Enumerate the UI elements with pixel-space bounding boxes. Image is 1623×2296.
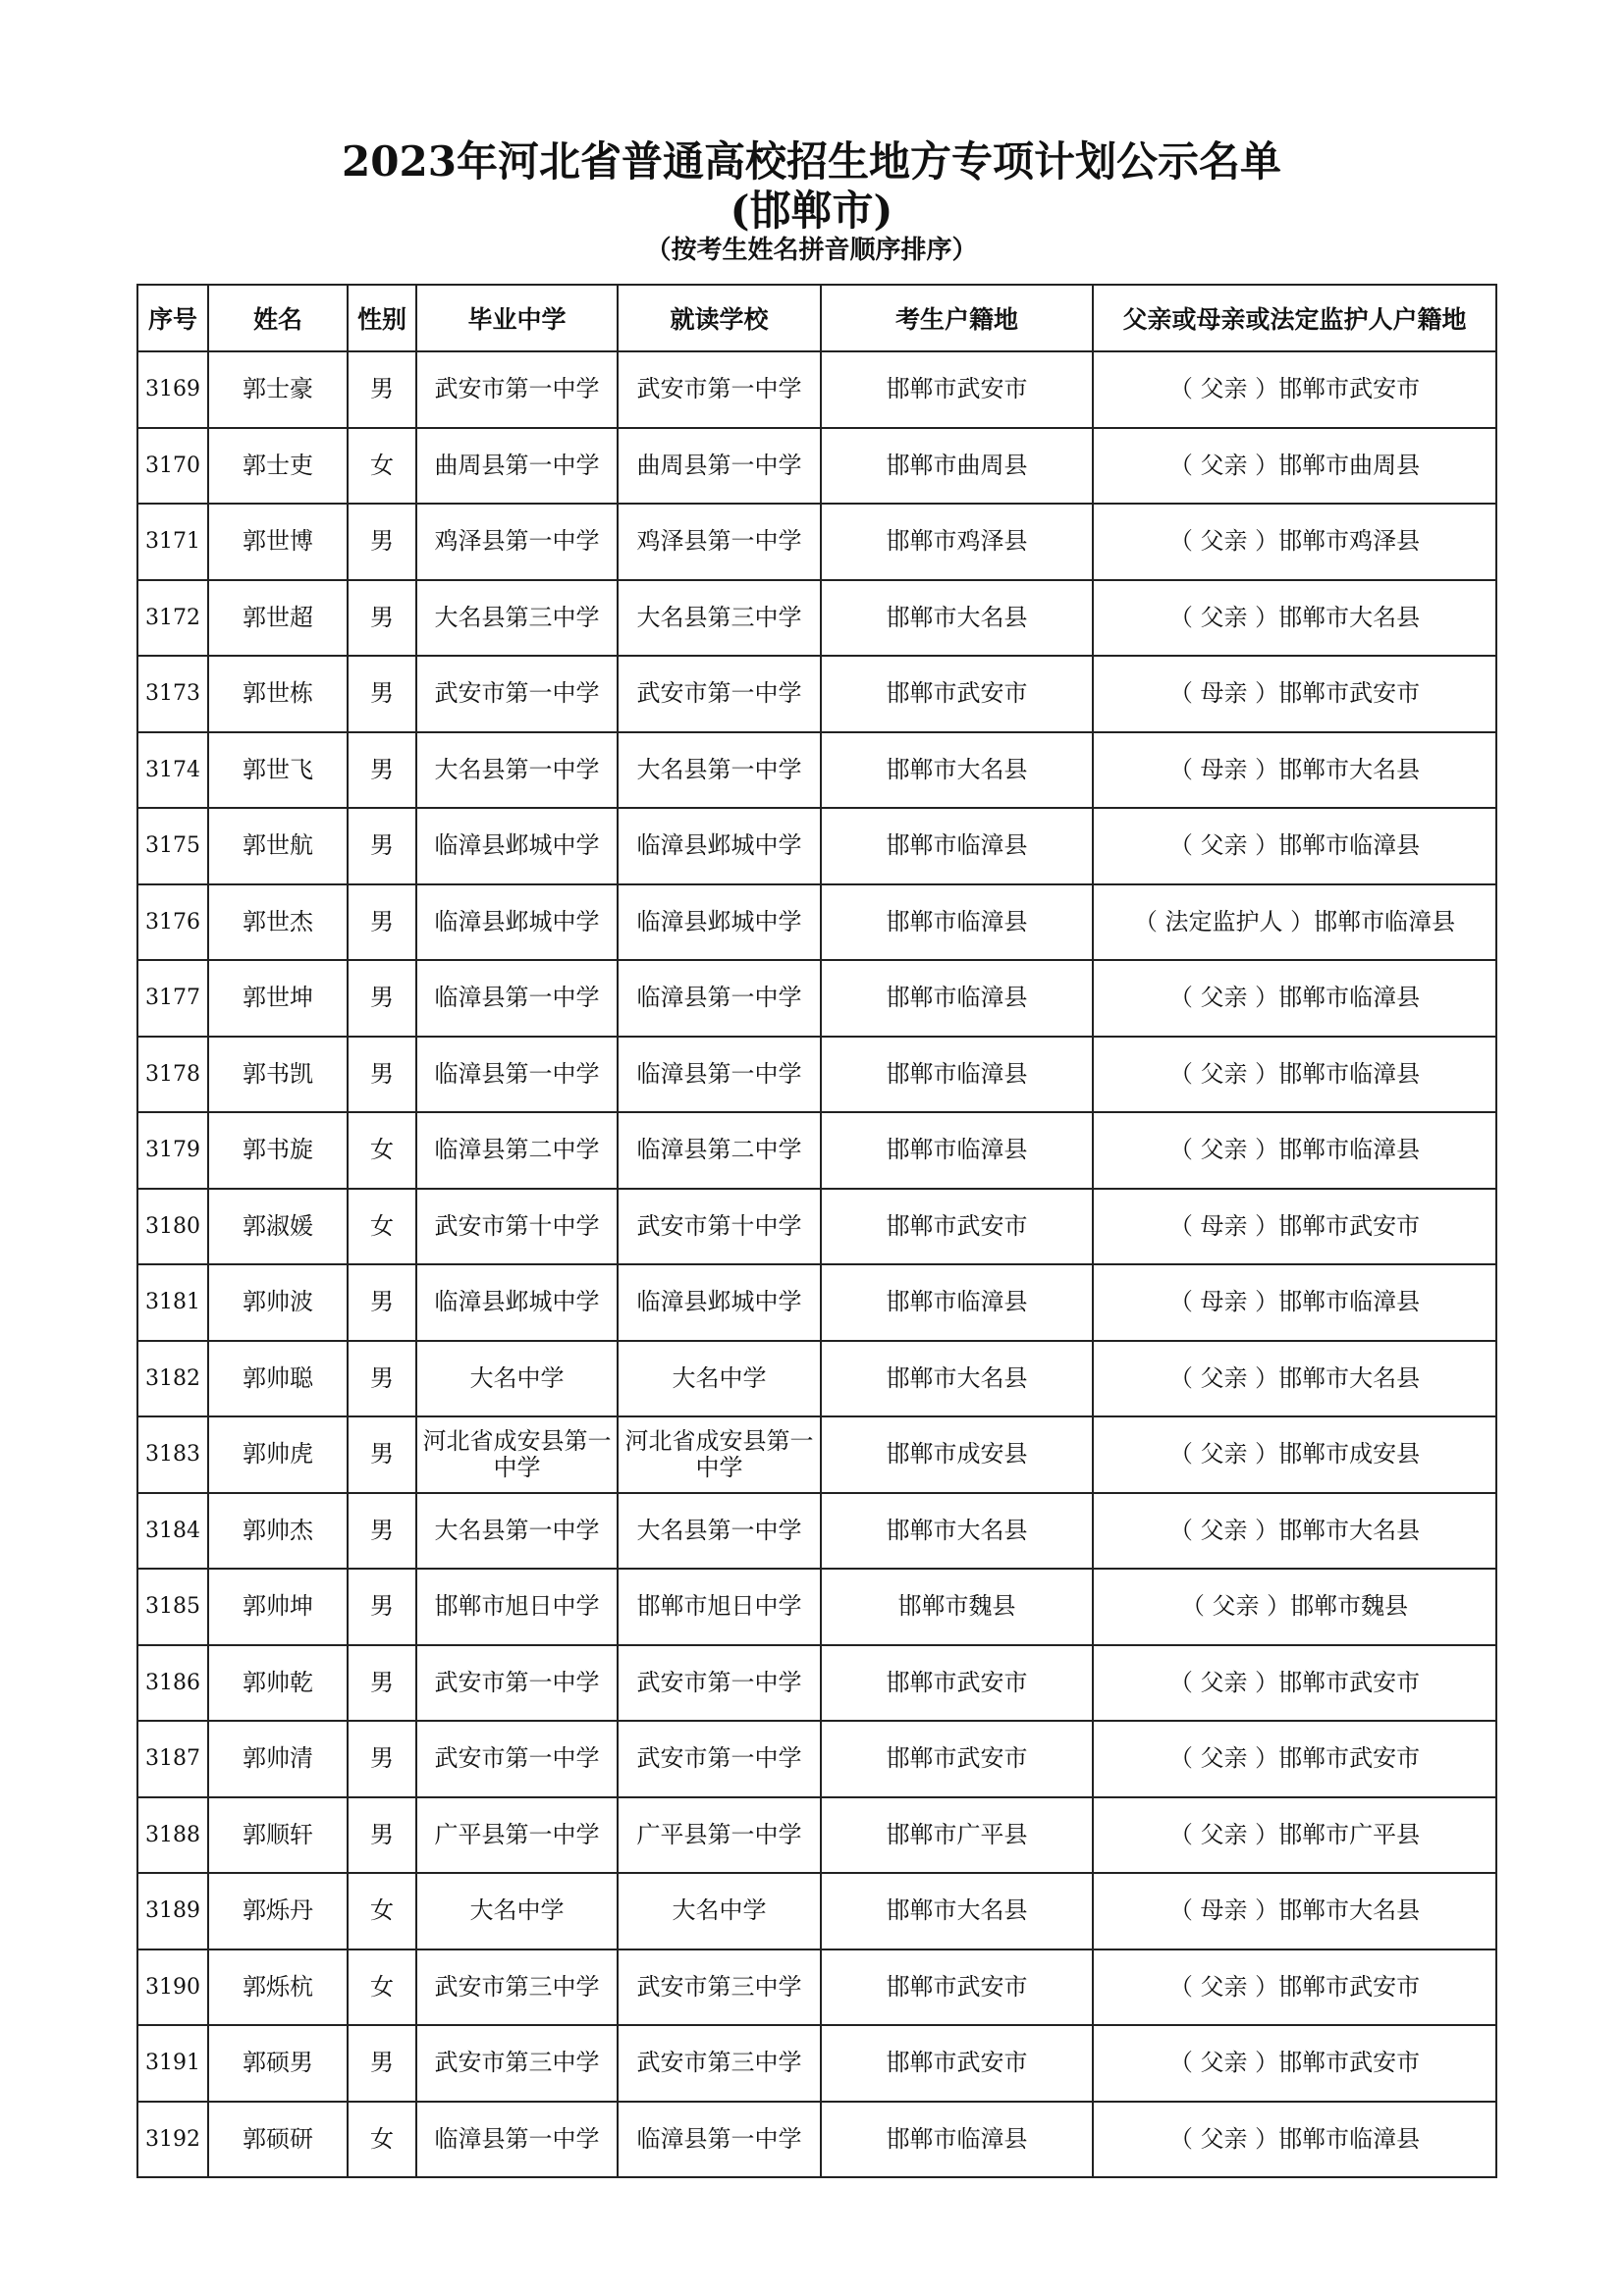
table-row (137, 428, 1496, 505)
cell-guardian-hukou (1093, 960, 1496, 1037)
page-subtitle: (邯郸市) (730, 187, 893, 235)
cell-current-school: 武安市第三中学 (618, 2025, 821, 2102)
table-row (137, 1721, 1496, 1797)
cell-guardian-hukou (1093, 504, 1496, 580)
cell-hukou: 邯郸市大名县 (821, 1873, 1093, 1949)
cell-no: 3190 (137, 1949, 208, 2026)
guardian-relation: （ 母亲 ） (1168, 1211, 1279, 1240)
cell-name: 郭烁杭 (208, 1949, 348, 2026)
cell-guardian-hukou (1093, 580, 1496, 657)
cell-name: 郭帅清 (208, 1721, 348, 1797)
guardian-place: 邯郸市鸡泽县 (1278, 527, 1421, 556)
cell-current-school: 武安市第一中学 (618, 1721, 821, 1797)
cell-no: 3187 (137, 1721, 208, 1797)
cell-name: 郭帅聪 (208, 1341, 348, 1417)
guardian-place: 邯郸市曲周县 (1278, 451, 1421, 479)
cell-current-school: 武安市第一中学 (618, 1645, 821, 1722)
guardian-relation: （ 父亲 ） (1168, 603, 1279, 631)
guardian-relation: （ 父亲 ） (1168, 1744, 1279, 1773)
cell-current-school: 邯郸市旭日中学 (618, 1569, 821, 1645)
cell-name: 郭烁丹 (208, 1873, 348, 1949)
cell-current-school: 大名中学 (618, 1341, 821, 1417)
cell-no: 3189 (137, 1873, 208, 1949)
guardian-relation: （ 父亲 ） (1168, 1440, 1279, 1468)
cell-hukou: 邯郸市大名县 (821, 1341, 1093, 1417)
cell-grad-school: 曲周县第一中学 (416, 428, 618, 505)
cell-sex: 男 (348, 1493, 416, 1570)
col-header-hukou: 考生户籍地 (821, 285, 1093, 351)
cell-current-school: 大名县第一中学 (618, 732, 821, 809)
col-header-current-school: 就读学校 (618, 285, 821, 351)
cell-sex: 男 (348, 504, 416, 580)
cell-current-school: 临漳县邺城中学 (618, 1264, 821, 1341)
guardian-place: 邯郸市武安市 (1278, 1668, 1421, 1696)
cell-sex: 女 (348, 1949, 416, 2026)
cell-name: 郭世杰 (208, 884, 348, 961)
cell-no: 3179 (137, 1112, 208, 1189)
cell-guardian-hukou (1093, 1721, 1496, 1797)
cell-grad-school: 临漳县第一中学 (416, 2102, 618, 2178)
cell-guardian-hukou (1093, 1189, 1496, 1265)
cell-hukou: 邯郸市临漳县 (821, 2102, 1093, 2178)
cell-grad-school: 大名县第一中学 (416, 1493, 618, 1570)
table-row (137, 2102, 1496, 2178)
table-row (137, 580, 1496, 657)
guardian-relation: （ 父亲 ） (1168, 2124, 1279, 2153)
guardian-place: 邯郸市武安市 (1278, 679, 1421, 708)
cell-hukou: 邯郸市鸡泽县 (821, 504, 1093, 580)
cell-no: 3184 (137, 1493, 208, 1570)
cell-grad-school: 武安市第一中学 (416, 656, 618, 732)
table-row (137, 2025, 1496, 2102)
cell-hukou: 邯郸市临漳县 (821, 1037, 1093, 1113)
sort-note: （按考生姓名拼音顺序排序） (645, 236, 978, 265)
table-row (137, 1341, 1496, 1417)
cell-current-school: 临漳县邺城中学 (618, 884, 821, 961)
table-row (137, 1037, 1496, 1113)
cell-sex: 男 (348, 1797, 416, 1874)
cell-guardian-hukou (1093, 884, 1496, 961)
guardian-place: 邯郸市临漳县 (1278, 1136, 1421, 1164)
cell-sex: 女 (348, 1189, 416, 1265)
cell-guardian-hukou (1093, 1037, 1496, 1113)
cell-guardian-hukou (1093, 2102, 1496, 2178)
cell-hukou: 邯郸市大名县 (821, 580, 1093, 657)
guardian-place: 邯郸市临漳县 (1278, 1288, 1421, 1316)
table-row (137, 808, 1496, 884)
guardian-place: 邯郸市武安市 (1278, 2049, 1421, 2077)
cell-sex: 女 (348, 428, 416, 505)
guardian-place: 邯郸市武安市 (1278, 375, 1421, 403)
cell-name: 郭世飞 (208, 732, 348, 809)
cell-name: 郭顺轩 (208, 1797, 348, 1874)
guardian-relation: （ 母亲 ） (1168, 755, 1279, 783)
cell-grad-school: 大名县第三中学 (416, 580, 618, 657)
guardian-place: 邯郸市武安市 (1278, 1744, 1421, 1773)
cell-current-school: 广平县第一中学 (618, 1797, 821, 1874)
guardian-relation: （ 父亲 ） (1180, 1592, 1291, 1621)
cell-current-school: 大名县第三中学 (618, 580, 821, 657)
cell-hukou: 邯郸市武安市 (821, 1721, 1093, 1797)
cell-name: 郭硕研 (208, 2102, 348, 2178)
cell-grad-school: 武安市第三中学 (416, 1949, 618, 2026)
table-row (137, 1645, 1496, 1722)
header-row (137, 285, 1496, 351)
cell-sex: 男 (348, 1721, 416, 1797)
table-row (137, 1797, 1496, 1874)
cell-no: 3183 (137, 1416, 208, 1493)
table-row (137, 1416, 1496, 1493)
cell-current-school: 武安市第三中学 (618, 1949, 821, 2026)
cell-grad-school: 河北省成安县第一中学 (416, 1416, 618, 1493)
cell-grad-school: 广平县第一中学 (416, 1797, 618, 1874)
cell-grad-school: 武安市第三中学 (416, 2025, 618, 2102)
table-row (137, 1112, 1496, 1189)
cell-grad-school: 临漳县第一中学 (416, 960, 618, 1037)
cell-guardian-hukou (1093, 428, 1496, 505)
cell-no: 3177 (137, 960, 208, 1037)
cell-hukou: 邯郸市武安市 (821, 1949, 1093, 2026)
cell-grad-school: 临漳县邺城中学 (416, 1264, 618, 1341)
guardian-relation: （ 父亲 ） (1168, 1363, 1279, 1392)
guardian-relation: （ 父亲 ） (1168, 1136, 1279, 1164)
cell-no: 3180 (137, 1189, 208, 1265)
guardian-relation: （ 法定监护人 ） (1133, 907, 1315, 935)
cell-name: 郭世坤 (208, 960, 348, 1037)
cell-sex: 男 (348, 1341, 416, 1417)
cell-name: 郭世博 (208, 504, 348, 580)
cell-sex: 男 (348, 580, 416, 657)
cell-hukou: 邯郸市临漳县 (821, 1264, 1093, 1341)
cell-name: 郭淑媛 (208, 1189, 348, 1265)
cell-sex: 男 (348, 2025, 416, 2102)
cell-sex: 男 (348, 808, 416, 884)
cell-sex: 男 (348, 960, 416, 1037)
cell-no: 3176 (137, 884, 208, 961)
cell-current-school: 临漳县邺城中学 (618, 808, 821, 884)
guardian-place: 邯郸市魏县 (1290, 1592, 1409, 1621)
cell-grad-school: 大名中学 (416, 1341, 618, 1417)
cell-name: 郭世栋 (208, 656, 348, 732)
cell-name: 郭世航 (208, 808, 348, 884)
cell-hukou: 邯郸市武安市 (821, 656, 1093, 732)
guardian-place: 邯郸市大名县 (1278, 1516, 1421, 1544)
cell-name: 郭帅波 (208, 1264, 348, 1341)
table-row (137, 504, 1496, 580)
col-header-sex: 性别 (348, 285, 416, 351)
cell-no: 3192 (137, 2102, 208, 2178)
cell-name: 郭世超 (208, 580, 348, 657)
cell-current-school: 临漳县第一中学 (618, 1037, 821, 1113)
guardian-relation: （ 父亲 ） (1168, 1059, 1279, 1088)
table-row (137, 656, 1496, 732)
guardian-relation: （ 父亲 ） (1168, 1820, 1279, 1848)
cell-name: 郭书凯 (208, 1037, 348, 1113)
cell-guardian-hukou (1093, 732, 1496, 809)
cell-no: 3170 (137, 428, 208, 505)
guardian-relation: （ 父亲 ） (1168, 451, 1279, 479)
cell-name: 郭帅坤 (208, 1569, 348, 1645)
cell-sex: 女 (348, 2102, 416, 2178)
cell-grad-school: 临漳县第二中学 (416, 1112, 618, 1189)
cell-current-school: 临漳县第一中学 (618, 960, 821, 1037)
cell-grad-school: 鸡泽县第一中学 (416, 504, 618, 580)
cell-sex: 男 (348, 1264, 416, 1341)
cell-grad-school: 武安市第一中学 (416, 1645, 618, 1722)
guardian-place: 邯郸市武安市 (1278, 1972, 1421, 2001)
cell-current-school: 大名县第一中学 (618, 1493, 821, 1570)
guardian-relation: （ 父亲 ） (1168, 1516, 1279, 1544)
cell-hukou: 邯郸市广平县 (821, 1797, 1093, 1874)
guardian-place: 邯郸市临漳县 (1278, 1059, 1421, 1088)
cell-grad-school: 临漳县邺城中学 (416, 808, 618, 884)
cell-hukou: 邯郸市武安市 (821, 1645, 1093, 1722)
table-row (137, 351, 1496, 428)
cell-no: 3182 (137, 1341, 208, 1417)
cell-name: 郭士豪 (208, 351, 348, 428)
table-row (137, 1493, 1496, 1570)
cell-guardian-hukou (1093, 1797, 1496, 1874)
cell-no: 3173 (137, 656, 208, 732)
cell-no: 3186 (137, 1645, 208, 1722)
cell-grad-school: 临漳县第一中学 (416, 1037, 618, 1113)
cell-no: 3174 (137, 732, 208, 809)
guardian-place: 邯郸市广平县 (1278, 1820, 1421, 1848)
cell-grad-school: 武安市第十中学 (416, 1189, 618, 1265)
cell-hukou: 邯郸市武安市 (821, 351, 1093, 428)
guardian-relation: （ 父亲 ） (1168, 375, 1279, 403)
cell-grad-school: 大名县第一中学 (416, 732, 618, 809)
cell-hukou: 邯郸市武安市 (821, 1189, 1093, 1265)
cell-guardian-hukou (1093, 1112, 1496, 1189)
cell-guardian-hukou (1093, 2025, 1496, 2102)
roster-table (136, 284, 1497, 2178)
cell-current-school: 武安市第一中学 (618, 351, 821, 428)
cell-hukou: 邯郸市临漳县 (821, 884, 1093, 961)
cell-grad-school: 武安市第一中学 (416, 1721, 618, 1797)
cell-hukou: 邯郸市临漳县 (821, 960, 1093, 1037)
cell-sex: 男 (348, 1569, 416, 1645)
cell-hukou: 邯郸市曲周县 (821, 428, 1093, 505)
cell-hukou: 邯郸市魏县 (821, 1569, 1093, 1645)
cell-current-school: 鸡泽县第一中学 (618, 504, 821, 580)
cell-sex: 女 (348, 1112, 416, 1189)
cell-hukou: 邯郸市临漳县 (821, 1112, 1093, 1189)
table-row (137, 1873, 1496, 1949)
table-body (137, 351, 1496, 2177)
cell-guardian-hukou (1093, 1416, 1496, 1493)
cell-sex: 男 (348, 732, 416, 809)
cell-sex: 女 (348, 1873, 416, 1949)
cell-no: 3178 (137, 1037, 208, 1113)
table-row (137, 1949, 1496, 2026)
guardian-place: 邯郸市临漳县 (1278, 831, 1421, 860)
cell-guardian-hukou (1093, 1493, 1496, 1570)
guardian-relation: （ 父亲 ） (1168, 984, 1279, 1012)
table-row (137, 1264, 1496, 1341)
guardian-relation: （ 父亲 ） (1168, 831, 1279, 860)
cell-current-school: 临漳县第一中学 (618, 2102, 821, 2178)
guardian-relation: （ 父亲 ） (1168, 527, 1279, 556)
cell-no: 3191 (137, 2025, 208, 2102)
guardian-place: 邯郸市临漳县 (1278, 984, 1421, 1012)
cell-guardian-hukou (1093, 1645, 1496, 1722)
cell-guardian-hukou (1093, 1569, 1496, 1645)
table-row (137, 960, 1496, 1037)
page-title: 2023年河北省普通高校招生地方专项计划公示名单 (342, 137, 1281, 186)
cell-name: 郭士吏 (208, 428, 348, 505)
guardian-place: 邯郸市武安市 (1278, 1211, 1421, 1240)
cell-no: 3169 (137, 351, 208, 428)
guardian-place: 邯郸市大名县 (1278, 755, 1421, 783)
col-header-name: 姓名 (208, 285, 348, 351)
guardian-place: 邯郸市大名县 (1278, 1896, 1421, 1925)
col-header-grad-school: 毕业中学 (416, 285, 618, 351)
cell-no: 3172 (137, 580, 208, 657)
cell-no: 3175 (137, 808, 208, 884)
cell-guardian-hukou (1093, 351, 1496, 428)
cell-current-school: 临漳县第二中学 (618, 1112, 821, 1189)
cell-sex: 男 (348, 1037, 416, 1113)
guardian-place: 邯郸市临漳县 (1314, 907, 1456, 935)
guardian-relation: （ 父亲 ） (1168, 1972, 1279, 2001)
cell-sex: 男 (348, 656, 416, 732)
table-row (137, 1569, 1496, 1645)
cell-name: 郭帅乾 (208, 1645, 348, 1722)
cell-guardian-hukou (1093, 1264, 1496, 1341)
cell-current-school: 大名中学 (618, 1873, 821, 1949)
guardian-relation: （ 父亲 ） (1168, 1668, 1279, 1696)
guardian-relation: （ 母亲 ） (1168, 679, 1279, 708)
cell-name: 郭硕男 (208, 2025, 348, 2102)
cell-grad-school: 大名中学 (416, 1873, 618, 1949)
cell-hukou: 邯郸市武安市 (821, 2025, 1093, 2102)
cell-guardian-hukou (1093, 1873, 1496, 1949)
cell-sex: 男 (348, 1416, 416, 1493)
cell-name: 郭帅虎 (208, 1416, 348, 1493)
table-row (137, 1189, 1496, 1265)
col-header-guardian-hukou: 父亲或母亲或法定监护人户籍地 (1093, 285, 1496, 351)
cell-no: 3185 (137, 1569, 208, 1645)
col-header-no: 序号 (137, 285, 208, 351)
cell-sex: 男 (348, 351, 416, 428)
guardian-place: 邯郸市大名县 (1278, 603, 1421, 631)
cell-grad-school: 武安市第一中学 (416, 351, 618, 428)
cell-grad-school: 邯郸市旭日中学 (416, 1569, 618, 1645)
cell-hukou: 邯郸市临漳县 (821, 808, 1093, 884)
guardian-relation: （ 母亲 ） (1168, 1896, 1279, 1925)
cell-sex: 男 (348, 1645, 416, 1722)
cell-current-school: 武安市第一中学 (618, 656, 821, 732)
guardian-place: 邯郸市临漳县 (1278, 2124, 1421, 2153)
guardian-relation: （ 母亲 ） (1168, 1288, 1279, 1316)
cell-guardian-hukou (1093, 1341, 1496, 1417)
cell-guardian-hukou (1093, 808, 1496, 884)
cell-no: 3171 (137, 504, 208, 580)
cell-current-school: 曲周县第一中学 (618, 428, 821, 505)
guardian-relation: （ 父亲 ） (1168, 2049, 1279, 2077)
table-row (137, 884, 1496, 961)
cell-name: 郭书旋 (208, 1112, 348, 1189)
cell-hukou: 邯郸市大名县 (821, 732, 1093, 809)
cell-current-school: 河北省成安县第一中学 (618, 1416, 821, 1493)
cell-no: 3181 (137, 1264, 208, 1341)
table-row (137, 732, 1496, 809)
cell-guardian-hukou (1093, 1949, 1496, 2026)
cell-hukou: 邯郸市成安县 (821, 1416, 1093, 1493)
cell-sex: 男 (348, 884, 416, 961)
cell-grad-school: 临漳县邺城中学 (416, 884, 618, 961)
cell-guardian-hukou (1093, 656, 1496, 732)
guardian-place: 邯郸市大名县 (1278, 1363, 1421, 1392)
guardian-place: 邯郸市成安县 (1278, 1440, 1421, 1468)
cell-hukou: 邯郸市大名县 (821, 1493, 1093, 1570)
cell-current-school: 武安市第十中学 (618, 1189, 821, 1265)
cell-name: 郭帅杰 (208, 1493, 348, 1570)
cell-no: 3188 (137, 1797, 208, 1874)
